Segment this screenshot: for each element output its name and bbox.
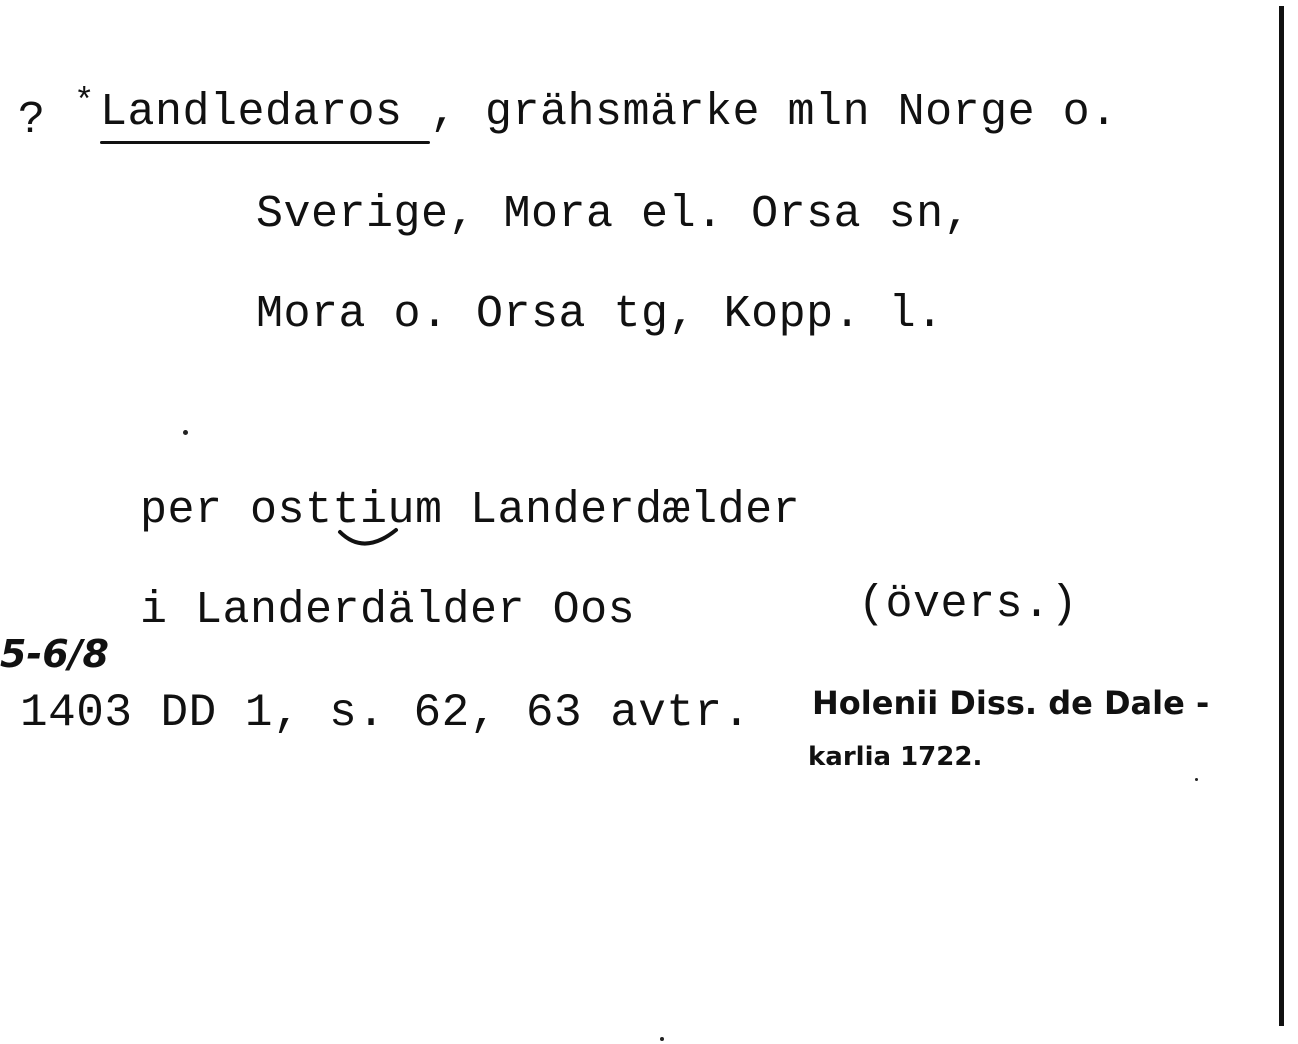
correction-mark <box>334 526 404 556</box>
latin-quote: per osttium Landerdælder <box>140 485 801 536</box>
handwritten-date: 5-6/8 <box>0 632 109 676</box>
heading-definition: , grähsmärke mln Norge o. <box>430 87 1118 138</box>
side-speck <box>1195 778 1198 781</box>
handwritten-source-line-2: karlia 1722. <box>808 742 983 772</box>
location-line-2: Mora o. Orsa tg, Kopp. l. <box>256 289 944 340</box>
asterisk-mark: * <box>74 84 95 122</box>
bottom-speck <box>660 1037 664 1041</box>
translation-note: (övers.) <box>858 579 1079 630</box>
handwritten-source-line-1: Holenii Diss. de Dale - <box>812 684 1210 722</box>
query-mark: ? <box>18 95 46 146</box>
card-edge-line <box>1279 6 1284 1026</box>
source-reference: 1403 DD 1, s. 62, 63 avtr. <box>20 687 751 739</box>
swedish-quote: i Landerdälder Oos <box>140 585 636 636</box>
location-line-1: Sverige, Mora el. Orsa sn, <box>256 189 972 240</box>
headword: Landledaros <box>100 87 403 138</box>
dot-mark <box>183 430 188 435</box>
headword-underline <box>100 141 430 144</box>
